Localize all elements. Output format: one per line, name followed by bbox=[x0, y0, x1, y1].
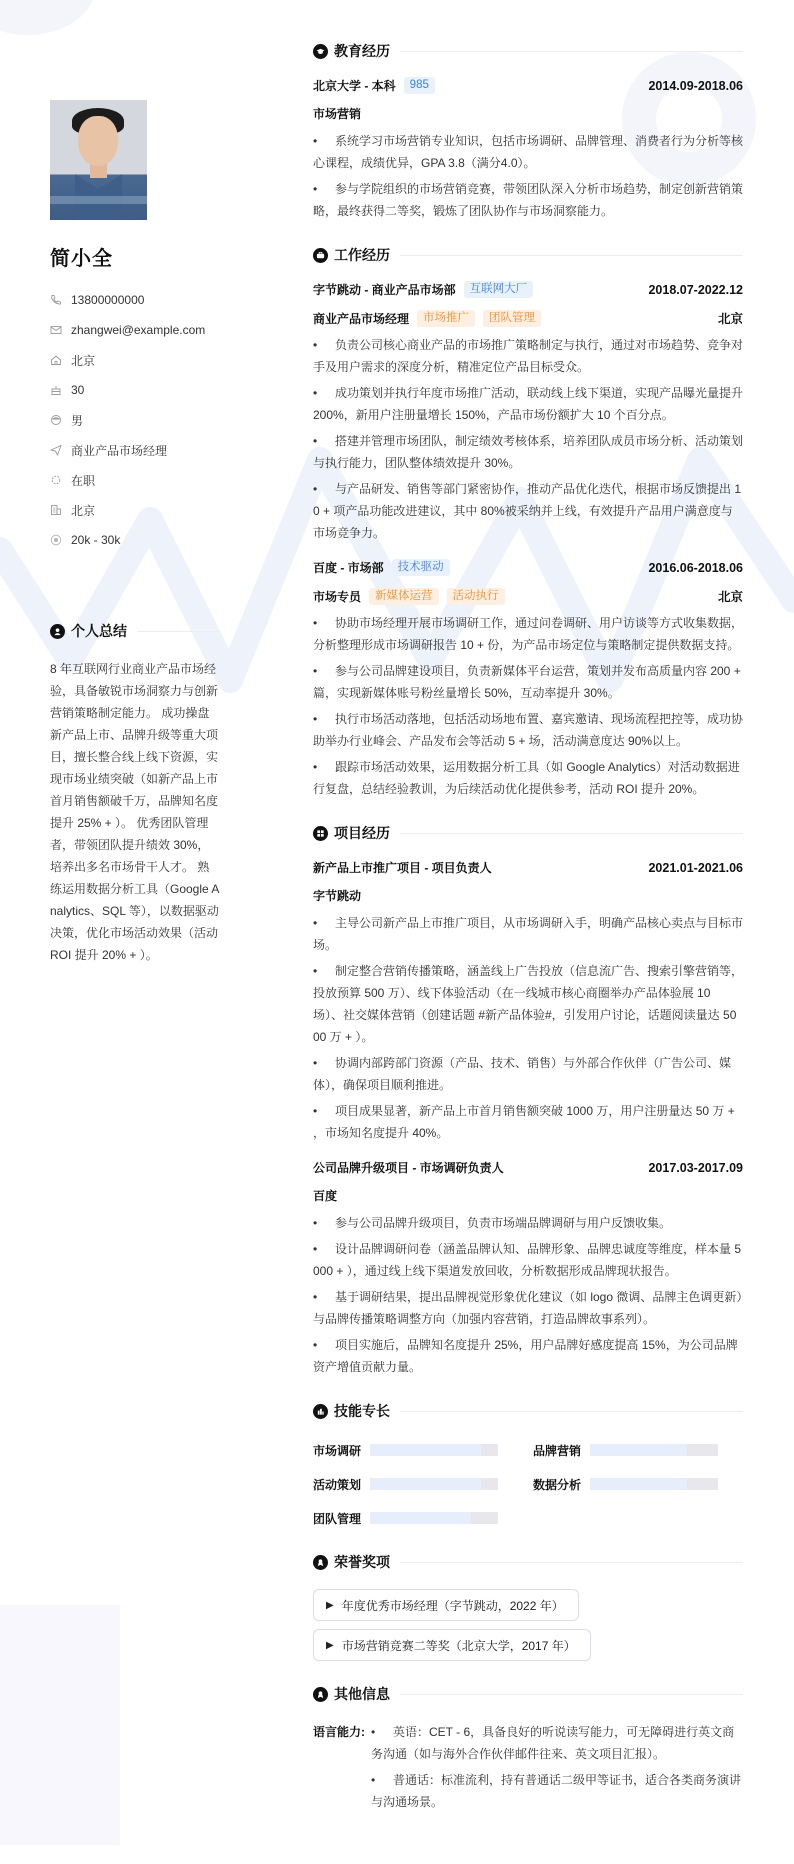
project-company: 字节跳动 bbox=[313, 889, 362, 903]
triangle-right-icon: ▶ bbox=[326, 1599, 334, 1611]
divider bbox=[400, 1562, 743, 1563]
project-bullets bbox=[313, 1212, 743, 1378]
list-item: • 系统学习市场营销专业知识，包括市场调研、品牌管理、消费者行为分析等核心课程，成绩优异，GPA 3.8（满分4.0）。 bbox=[313, 134, 744, 170]
list-item: • 设计品牌调研问卷（涵盖品牌认知、品牌形象、品牌忠诚度等维度，样本量 5000 + ），通过线上线下渠道发放回收，分析数据形成品牌现状报告。 bbox=[313, 1242, 742, 1278]
gender-icon bbox=[50, 414, 62, 426]
email-value: zhangwei@example.com bbox=[71, 323, 206, 337]
position-value: 商业产品市场经理 bbox=[71, 443, 168, 458]
education-bullets bbox=[313, 130, 743, 222]
cake-icon bbox=[50, 384, 62, 396]
awards-title: 荣誉奖项 bbox=[334, 1554, 390, 1570]
grid-icon bbox=[313, 826, 328, 841]
work-date: 2016.06-2018.06 bbox=[648, 560, 743, 575]
award-icon bbox=[313, 1555, 328, 1570]
work-entry bbox=[313, 559, 743, 800]
awards-section bbox=[313, 1551, 743, 1669]
projects-section bbox=[313, 822, 743, 1378]
project-company: 百度 bbox=[313, 1189, 338, 1203]
work-location: 北京 bbox=[717, 312, 743, 326]
award-item[interactable]: ▶ 市场营销竞赛二等奖（北京大学，2017 年） bbox=[313, 1629, 591, 1661]
status-value: 在职 bbox=[71, 473, 96, 488]
divider bbox=[400, 833, 743, 834]
work-location: 北京 bbox=[717, 590, 743, 604]
language-label: 语言能力: bbox=[313, 1725, 365, 1739]
phone-value: 13800000000 bbox=[71, 293, 145, 307]
list-item: • 英语：CET - 6，具备良好的听说读写能力，可无障碍进行英文商务沟通（如与海外合作伙伴邮件往来、英文项目汇报）。 bbox=[371, 1725, 735, 1761]
summary-section bbox=[50, 620, 220, 966]
work-section bbox=[313, 244, 743, 800]
skill-item: 数据分析 bbox=[533, 1473, 718, 1495]
divider bbox=[400, 1411, 743, 1412]
role-tag: 新媒体运营 bbox=[369, 588, 439, 605]
contact-salary bbox=[50, 525, 250, 555]
mail-icon bbox=[50, 324, 62, 336]
skill-item: 团队管理 bbox=[313, 1507, 498, 1529]
user-icon bbox=[50, 624, 65, 639]
skill-bar bbox=[370, 1444, 498, 1456]
project-entry bbox=[313, 1159, 743, 1378]
send-icon bbox=[50, 444, 62, 456]
candidate-name: 简小全 bbox=[50, 248, 113, 270]
summary-title: 个人总结 bbox=[71, 623, 127, 639]
job-role: 市场专员 bbox=[313, 589, 362, 604]
phone-icon bbox=[50, 294, 62, 306]
other-title: 其他信息 bbox=[334, 1686, 390, 1702]
list-item: • 执行市场活动落地，包括活动场地布置、嘉宾邀请、现场流程把控等，成功协助举办行业峰会、产品发布会等活动 5 + 场，活动满意度达 90%以上。 bbox=[313, 712, 744, 748]
skill-item: 市场调研 bbox=[313, 1439, 498, 1461]
home-icon bbox=[50, 354, 62, 366]
salary-value: 20k - 30k bbox=[71, 533, 121, 547]
work-bullets bbox=[313, 334, 743, 544]
language-list bbox=[371, 1721, 743, 1817]
list-item: • 制定整合营销传播策略，涵盖线上广告投放（信息流广告、搜索引擎营销等，投放预算 500 万）、线下体验活动（在一线城市核心商圈举办产品体验展 10 场）、社交媒体营销（创建话题 #新产品体验#，引发用户讨论，话题阅读量达 5000 万 + ）。 bbox=[313, 964, 744, 1044]
projects-title: 项目经历 bbox=[334, 825, 390, 841]
list-item: • 搭建并管理市场团队，制定绩效考核体系，培养团队成员市场分析、活动策划与执行能力，团队整体绩效提升 30%。 bbox=[313, 434, 744, 470]
list-item: • 项目成果显著，新产品上市首月销售额突破 1000 万，用户注册量达 50 万 + ，市场知名度提升 40%。 bbox=[313, 1104, 735, 1140]
gender-value: 男 bbox=[71, 413, 84, 428]
education-title: 教育经历 bbox=[334, 43, 390, 59]
list-item: • 普通话：标准流利，持有普通话二级甲等证书，适合各类商务演讲与沟通场景。 bbox=[371, 1773, 742, 1809]
contact-residence bbox=[50, 345, 250, 375]
list-item: • 参与学院组织的市场营销竞赛，带领团队深入分析市场趋势，制定创新营销策略，最终获得二等奖，锻炼了团队协作与市场洞察能力。 bbox=[313, 182, 744, 218]
awards-list bbox=[313, 1589, 743, 1669]
city-value: 北京 bbox=[71, 503, 96, 518]
list-item: • 参与公司品牌升级项目，负责市场端品牌调研与用户反馈收集。 bbox=[313, 1216, 672, 1230]
list-item: • 与产品研发、销售等部门紧密协作，推动产品优化迭代，根据市场反馈提出 10 + 项产品功能改进建议，其中 80%被采纳并上线，有效提升产品用户满意度与市场竞争力。 bbox=[313, 482, 742, 540]
list-item: • 项目实施后，品牌知名度提升 25%，用户品牌好感度提高 15%，为公司品牌资产增值贡献力量。 bbox=[313, 1338, 738, 1374]
education-date: 2014.09-2018.06 bbox=[648, 78, 743, 93]
company-tag: 互联网大厂 bbox=[464, 281, 534, 298]
role-tag: 活动执行 bbox=[447, 588, 505, 605]
contact-email bbox=[50, 315, 250, 345]
skill-bar bbox=[370, 1478, 498, 1490]
project-name: 公司品牌升级项目 - 市场调研负责人 bbox=[313, 1161, 504, 1175]
contact-city bbox=[50, 495, 250, 525]
skills-grid bbox=[313, 1439, 743, 1529]
skills-section bbox=[313, 1400, 743, 1529]
profile-sidebar bbox=[50, 100, 250, 555]
triangle-right-icon: ▶ bbox=[326, 1639, 334, 1651]
graduation-cap-icon bbox=[313, 44, 328, 59]
decor-rect bbox=[0, 1605, 120, 1845]
work-date: 2018.07-2022.12 bbox=[648, 282, 743, 297]
decor-circle bbox=[0, 0, 95, 35]
award-item[interactable]: ▶ 年度优秀市场经理（字节跳动，2022 年） bbox=[313, 1589, 579, 1621]
school-name: 北京大学 - 本科 bbox=[313, 79, 396, 93]
contact-phone bbox=[50, 285, 250, 315]
list-item: • 成功策划并执行年度市场推广活动，联动线上线下渠道，实现产品曝光量提升 200%，新用户注册量增长 150%，产品市场份额扩大 10 个百分点。 bbox=[313, 386, 744, 422]
work-title: 工作经历 bbox=[334, 247, 390, 263]
project-date: 2021.01-2021.06 bbox=[648, 860, 743, 875]
bar-chart-icon bbox=[313, 1404, 328, 1419]
project-bullets bbox=[313, 912, 743, 1144]
project-date: 2017.03-2017.09 bbox=[648, 1160, 743, 1175]
role-tag: 市场推广 bbox=[417, 310, 475, 327]
company-name: 百度 - 市场部 bbox=[313, 561, 384, 575]
role-tag: 团队管理 bbox=[483, 310, 541, 327]
skill-item: 品牌营销 bbox=[533, 1439, 718, 1461]
skill-bar bbox=[370, 1512, 498, 1524]
skill-item: 活动策划 bbox=[313, 1473, 498, 1495]
divider bbox=[400, 255, 743, 256]
contact-status bbox=[50, 465, 250, 495]
work-entry bbox=[313, 281, 743, 544]
list-item: • 协助市场经理开展市场调研工作，通过问卷调研、用户访谈等方式收集数据，分析整理形成市场调研报告 10 + 份，为产品市场定位与策略制定提供数据支持。 bbox=[313, 616, 744, 652]
company-tag: 技术驱动 bbox=[392, 559, 450, 576]
divider bbox=[400, 51, 743, 52]
contact-gender bbox=[50, 405, 250, 435]
avatar bbox=[50, 100, 147, 220]
work-bullets bbox=[313, 612, 743, 800]
age-value: 30 bbox=[71, 383, 85, 397]
list-item: • 主导公司新产品上市推广项目，从市场调研入手，明确产品核心卖点与目标市场。 bbox=[313, 916, 744, 952]
status-icon bbox=[50, 474, 62, 486]
list-item: • 基于调研结果，提出品牌视觉形象优化建议（如 logo 微调、品牌主色调更新）与品牌传播策略调整方向（加强内容营销，打造品牌故事系列）。 bbox=[313, 1290, 743, 1326]
project-entry bbox=[313, 859, 743, 1144]
contact-list bbox=[50, 285, 250, 555]
contact-age bbox=[50, 375, 250, 405]
info-icon bbox=[313, 1687, 328, 1702]
other-section bbox=[313, 1683, 743, 1817]
list-item: • 跟踪市场活动效果，运用数据分析工具（如 Google Analytics）对活动数据进行复盘，总结经验教训，为后续活动优化提供参考，活动 ROI 提升 20%。 bbox=[313, 760, 740, 796]
company-name: 字节跳动 - 商业产品市场部 bbox=[313, 283, 456, 297]
school-tag: 985 bbox=[404, 77, 435, 94]
contact-position bbox=[50, 435, 250, 465]
skills-title: 技能专长 bbox=[334, 1403, 390, 1419]
residence-value: 北京 bbox=[71, 353, 96, 368]
language-skills bbox=[313, 1721, 743, 1817]
divider bbox=[137, 631, 220, 632]
skill-bar bbox=[590, 1444, 718, 1456]
major: 市场营销 bbox=[313, 107, 362, 121]
education-entry bbox=[313, 77, 743, 222]
education-section bbox=[313, 40, 743, 222]
list-item: • 负责公司核心商业产品的市场推广策略制定与执行，通过对市场趋势、竞争对手及用户需求的深度分析，精准定位产品目标受众。 bbox=[313, 338, 744, 374]
skill-bar bbox=[590, 1478, 718, 1490]
resume-main bbox=[313, 40, 743, 1831]
summary-text: 8 年互联网行业商业产品市场经验，具备敏锐市场洞察力与创新营销策略制定能力。 成功操盘新产品上市、品牌升级等重大项目，擅长整合线上线下资源，实现市场业绩突破（如新产品上市首月销售额破千万，品牌知名度提升 25% + ）。 优秀团队管理者，带领团队提升绩效 30%，培养出多名市场骨干人才。 熟练运用数据分析工具（Google Analytics、SQL 等），以数据驱动决策，优化市场活动效果（活动 ROI 提升 20% + ）。 bbox=[50, 662, 220, 962]
project-name: 新产品上市推广项目 - 项目负责人 bbox=[313, 861, 492, 875]
divider bbox=[400, 1694, 743, 1695]
building-icon bbox=[50, 504, 62, 516]
job-role: 商业产品市场经理 bbox=[313, 311, 410, 326]
list-item: • 协调内部跨部门资源（产品、技术、销售）与外部合作伙伴（广告公司、媒体），确保项目顺利推进。 bbox=[313, 1056, 732, 1092]
briefcase-icon bbox=[313, 248, 328, 263]
list-item: • 参与公司品牌建设项目，负责新媒体平台运营，策划并发布高质量内容 200 + 篇，实现新媒体账号粉丝量增长 50%，互动率提升 30%。 bbox=[313, 664, 741, 700]
salary-icon bbox=[50, 534, 62, 546]
